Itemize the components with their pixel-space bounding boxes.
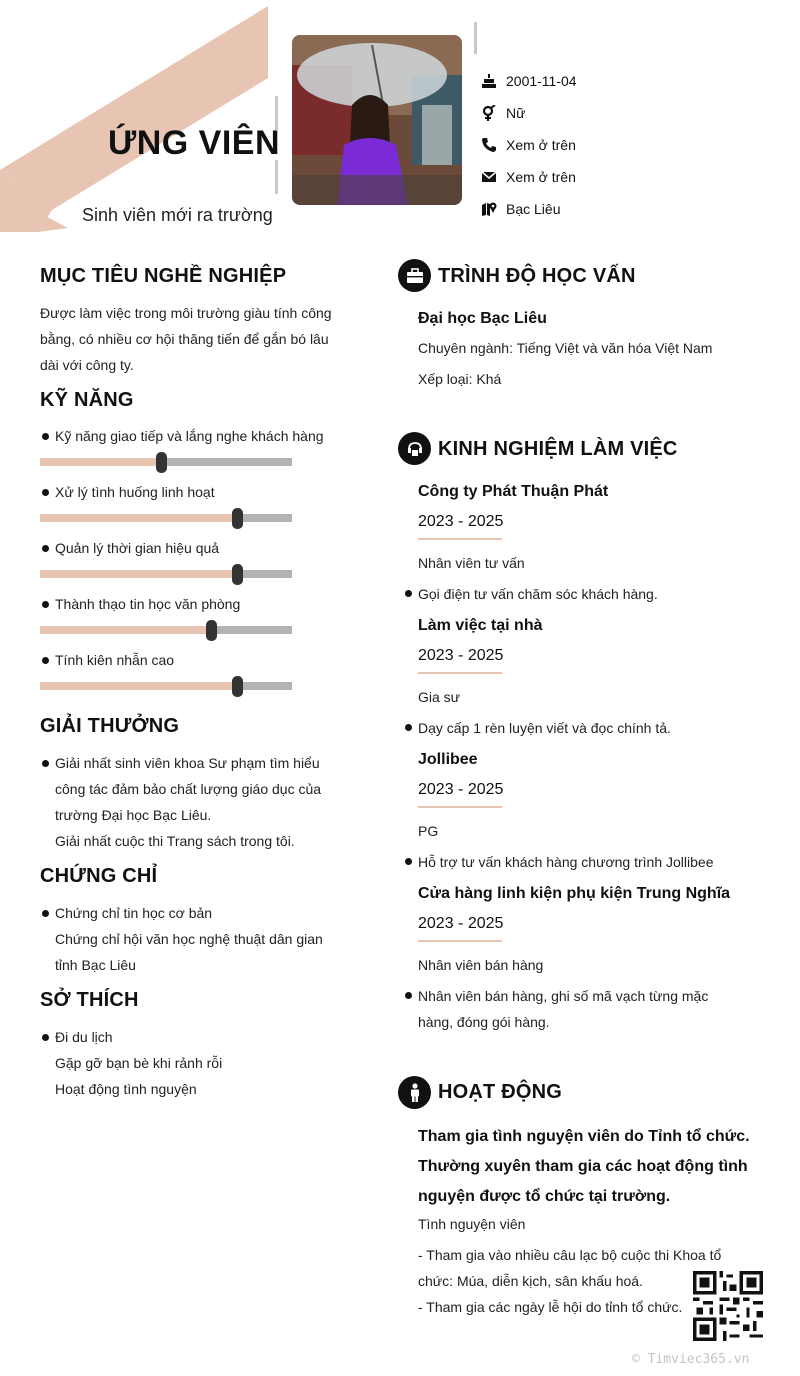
birthday-text: 2001-11-04 [506, 73, 577, 89]
headline-line: Thường xuyên tham gia các hoạt động tình [418, 1158, 748, 1175]
education-school: Đại học Bạc Liêu [418, 310, 547, 327]
job-company: Cửa hàng linh kiện phụ kiện Trung Nghĩa [418, 885, 731, 902]
skill-bar-knob [206, 620, 217, 641]
award-line: Giải nhất cuộc thi Trang sách trong tôi. [55, 833, 295, 849]
certificate-line: Chứng chỉ hội văn học nghệ thuật dân gian [55, 931, 323, 947]
date-underline [418, 940, 502, 942]
skill-bar-knob [232, 676, 243, 697]
job-desc: Gọi điện tư vấn chăm sóc khách hàng. [418, 586, 658, 602]
gender-icon [480, 104, 498, 122]
job-company: Công ty Phát Thuận Phát [418, 483, 609, 500]
hobbies-title: SỞ THÍCH [40, 989, 139, 1011]
skill-bar-knob [232, 508, 243, 529]
awards-title: GIẢI THƯỞNG [40, 715, 180, 737]
support-agent-icon [398, 432, 431, 465]
job-period: 2023 - 2025 [418, 513, 504, 530]
skill-bar-knob [156, 452, 167, 473]
hobby-line: Đi du lịch [55, 1029, 113, 1045]
activity-line: - Tham gia vào nhiều câu lạc bộ cuộc thi Khoa tổ [418, 1247, 722, 1263]
skills-title: KỸ NĂNG [40, 389, 134, 411]
hobby-line: Gặp gỡ bạn bè khi rảnh rỗi [55, 1055, 223, 1071]
skill-bar [40, 570, 292, 578]
info-email [480, 167, 576, 187]
award-line: trường Đại học Bạc Liêu. [55, 807, 212, 823]
date-underline [418, 538, 502, 540]
skill-bar-fill [40, 682, 237, 690]
address-text: Bạc Liêu [506, 201, 561, 217]
date-underline [418, 806, 502, 808]
bullet [405, 590, 412, 597]
qr-code [693, 1271, 763, 1341]
activities-title: HOẠT ĐỘNG [438, 1081, 563, 1103]
skill-label: Quản lý thời gian hiệu quả [55, 540, 220, 556]
education-title: TRÌNH ĐỘ HỌC VẤN [438, 265, 636, 287]
hobby-line: Hoạt động tình nguyện [55, 1081, 197, 1097]
certificates-text [55, 900, 323, 978]
bullet [42, 1034, 49, 1041]
activity-line: chức: Múa, diễn kịch, sân khấu hoá. [418, 1273, 643, 1289]
bullet [42, 601, 49, 608]
gender-text: Nữ [506, 105, 526, 121]
job-desc: Hỗ trợ tư vấn khách hàng chương trình Jollibee [418, 854, 714, 870]
person-icon [398, 1076, 431, 1109]
objective-line: dài với công ty. [40, 357, 134, 373]
objective-line: Được làm việc trong môi trường giàu tính công [40, 305, 332, 321]
job-role: PG [418, 823, 439, 839]
job-desc: Dạy cấp 1 rèn luyện viết và đọc chính tả. [418, 720, 671, 736]
mail-icon [480, 168, 498, 186]
skill-bar-knob [232, 564, 243, 585]
candidate-name: ỨNG VIÊN [108, 124, 281, 162]
bullet [405, 992, 412, 999]
skill-bar-fill [40, 626, 211, 634]
divider [275, 160, 278, 194]
job-role: Gia sư [418, 689, 461, 705]
bullet [42, 433, 49, 440]
job-company: Jollibee [418, 751, 478, 768]
certificate-line: Chứng chỉ tin học cơ bản [55, 905, 213, 921]
bullet [42, 489, 49, 496]
info-address [480, 199, 560, 219]
job-desc [418, 983, 736, 1035]
skill-bar [40, 458, 292, 466]
award-line: công tác đảm bảo chất lượng giáo dục của [55, 781, 322, 797]
info-phone [480, 135, 576, 155]
certificates-title: CHỨNG CHỈ [40, 865, 158, 887]
job-role: Nhân viên tư vấn [418, 555, 525, 571]
skill-bar-fill [40, 514, 237, 522]
objective-line: bằng, có nhiều cơ hội thăng tiến để gắn bó lâu [40, 331, 329, 347]
skill-label: Kỹ năng giao tiếp và lắng nghe khách hàng [55, 428, 324, 444]
job-period: 2023 - 2025 [418, 915, 504, 932]
skill-bar-fill [40, 458, 161, 466]
phone-icon [480, 136, 498, 154]
bullet [405, 858, 412, 865]
map-pin-icon [480, 200, 498, 218]
email-text: Xem ở trên [506, 169, 576, 185]
footer-watermark: © Timviec365.vn [632, 1352, 750, 1367]
divider [474, 22, 477, 54]
job-period: 2023 - 2025 [418, 647, 504, 664]
headline-line: Tham gia tình nguyện viên do Tỉnh tổ chức. [418, 1128, 750, 1145]
award-line: Giải nhất sinh viên khoa Sư phạm tìm hiểu [55, 755, 320, 771]
info-gender [480, 103, 525, 123]
skill-label: Tính kiên nhẫn cao [55, 652, 175, 668]
skill-bar [40, 514, 292, 522]
bullet [405, 724, 412, 731]
experience-title: KINH NGHIỆM LÀM VIỆC [438, 438, 678, 460]
activities-text [418, 1242, 721, 1320]
job-role: Nhân viên bán hàng [418, 957, 544, 973]
birthday-cake-icon [480, 72, 498, 90]
activities-headline [418, 1122, 750, 1212]
job-desc-line: hàng, đóng gói hàng. [418, 1014, 550, 1030]
candidate-subtitle: Sinh viên mới ra trường [82, 205, 273, 225]
avatar [292, 35, 462, 205]
skill-bar-fill [40, 570, 237, 578]
hobbies-text [55, 1024, 222, 1102]
objective-title: MỤC TIÊU NGHỀ NGHIỆP [40, 265, 287, 287]
activity-line: - Tham gia các ngày lễ hội do tỉnh tổ chức. [418, 1299, 683, 1315]
bullet [42, 910, 49, 917]
skill-label: Xử lý tình huống linh hoạt [55, 484, 215, 500]
certificate-line: tỉnh Bạc Liêu [55, 957, 136, 973]
education-rank: Xếp loại: Khá [418, 371, 502, 387]
skill-bar [40, 682, 292, 690]
activities-role: Tình nguyện viên [418, 1216, 526, 1232]
objective-text [40, 300, 332, 378]
job-desc-line: Nhân viên bán hàng, ghi số mã vạch từng mặc [418, 988, 709, 1004]
bullet [42, 545, 49, 552]
headline-line: nguyện được tổ chức tại trường. [418, 1188, 671, 1205]
date-underline [418, 672, 502, 674]
education-major: Chuyên ngành: Tiếng Việt và văn hóa Việt Nam [418, 340, 713, 356]
info-birthday [480, 71, 577, 91]
job-company: Làm việc tại nhà [418, 617, 543, 634]
job-period: 2023 - 2025 [418, 781, 504, 798]
briefcase-icon [398, 259, 431, 292]
bullet [42, 657, 49, 664]
awards-text [55, 750, 330, 854]
bullet [42, 760, 49, 767]
skill-label: Thành thạo tin học văn phòng [55, 596, 241, 612]
phone-text: Xem ở trên [506, 137, 576, 153]
skill-bar [40, 626, 292, 634]
